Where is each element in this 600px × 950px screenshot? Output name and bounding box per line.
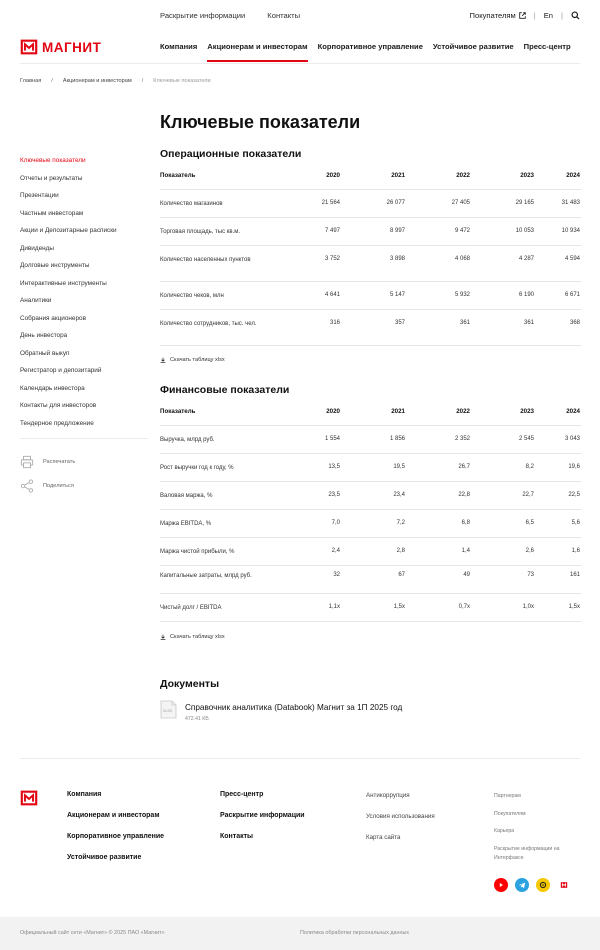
sidebar-item[interactable]: Ключевые показатели [20,157,86,164]
cell-value: 26,7 [458,464,470,470]
cell-value: 2 545 [518,436,534,442]
sidebar-divider [20,438,148,439]
cell-value: 4 594 [564,256,580,262]
file-type-label: XLSX [163,709,173,713]
breadcrumb-current: Ключевые показатели [153,78,211,84]
cell-value: 368 [569,320,580,326]
brand-name: МАГНИТ [42,39,102,55]
customers-link[interactable] [470,11,526,20]
row-label: Маржа чистой прибыли, % [160,549,235,555]
cell-value: 8 997 [389,228,405,234]
column-header: 2020 [326,172,340,179]
cell-value: 19,5 [393,464,405,470]
table-row [160,310,581,346]
footer-link-terms[interactable]: Условия использования [366,813,435,820]
footer-divider [20,758,580,759]
breadcrumb-home[interactable]: Главная [20,78,42,84]
sidebar-item[interactable]: Обратный выкуп [20,349,70,357]
table-row [160,282,581,310]
cell-value: 1,5x [393,604,405,610]
footer-column-legal [366,792,435,855]
footer-column-extra [494,792,574,871]
utility-link-contacts[interactable]: Контакты [267,11,301,20]
table-header-row [160,402,581,426]
utility-links [160,11,300,20]
cell-value: 7,2 [396,520,405,526]
footer-link-sitemap[interactable]: Карта сайта [366,834,401,841]
footer-column-main [67,791,164,875]
youtube-icon[interactable] [494,878,508,892]
main-nav [160,42,571,62]
table-header-row [160,166,581,190]
footer-column-secondary [220,791,305,854]
cell-value: 19,6 [568,464,580,470]
download-operational-xlsx[interactable] [160,357,225,363]
share-icon [20,479,34,493]
nav-governance[interactable]: Корпоративное управление [317,42,423,51]
cell-value: 7 497 [324,228,340,234]
breadcrumb-separator: / [51,78,53,84]
sidebar-item[interactable]: Собрания акционеров [20,314,86,322]
nav-investors[interactable]: Акционерам и инвесторам [207,42,307,62]
cell-value: 21 564 [321,200,340,206]
download-financial-xlsx[interactable] [160,634,225,640]
cell-value: 3 898 [389,256,405,262]
column-header: 2020 [326,408,340,415]
nav-company[interactable]: Компания [160,42,198,51]
row-label: Торговая площадь, тыс кв.м. [160,229,241,235]
footer-link-company[interactable]: Компания [67,791,102,798]
table-row [160,510,581,538]
utility-right [470,11,580,20]
cell-value: 5 932 [454,292,470,298]
cell-value: 6 671 [564,292,580,298]
row-label: Валовая маржа, % [160,493,213,499]
cell-value: 2,6 [525,548,534,554]
cell-value: 22,8 [458,492,470,498]
table-row [160,246,581,282]
column-header: 2021 [391,172,405,179]
printer-icon [20,455,34,469]
row-label: Количество чеков, млн [160,293,224,299]
row-label: Количество магазинов [160,201,223,207]
share-label: Поделиться [43,483,74,489]
sidebar-item[interactable]: Регистратор и депозитарий [20,367,102,374]
table-row [160,594,581,622]
download-label: Скачать таблицу xlsx [170,357,225,363]
cell-value: 10 053 [515,228,534,234]
sidebar-item[interactable]: Дивиденды [20,244,54,252]
documents-section-title: Документы [160,678,220,690]
cell-value: 1,4 [461,548,470,554]
column-header: 2022 [456,408,470,415]
download-icon [160,357,166,363]
document-size: 472.41 КБ [185,716,209,722]
cell-value: 49 [463,572,470,578]
print-label: Распечатать [43,459,76,465]
cell-value: 73 [527,572,534,578]
cell-value: 1,0x [522,604,534,610]
magnit-logo-icon [20,38,38,56]
page-title: Ключевые показатели [160,112,361,132]
column-header: Показатель [160,408,196,415]
footer-link-disclosure[interactable]: Раскрытие информации [220,812,305,819]
print-button[interactable] [20,450,148,474]
row-label: Маржа EBITDA, % [160,521,212,527]
footer-bottom-bar [0,917,600,950]
table-row [160,566,581,594]
column-header: Показатель [160,172,196,179]
magnit-app-icon[interactable] [557,878,571,892]
search-icon[interactable] [571,11,580,20]
document-item[interactable] [160,700,402,722]
table-row [160,538,581,566]
footer-link-customers[interactable]: Покупателям [494,810,526,817]
cell-value: 23,5 [328,492,340,498]
row-label: Чистый долг / EBITDA [160,605,222,611]
document-text [185,700,402,722]
cell-value: 0,7x [458,604,470,610]
cell-value: 29 165 [515,200,534,206]
operational-table [160,166,581,346]
cell-value: 2,8 [396,548,405,554]
social-links [494,878,571,892]
sidebar [20,156,148,498]
column-header: 2024 [566,408,580,415]
column-header: 2021 [391,408,405,415]
xlsx-file-icon [160,700,177,719]
download-icon [160,634,166,640]
footer-link-anticorruption[interactable]: Антикоррупция [366,792,410,799]
copyright: Официальный сайт сети «Магнит» © 2025 ПАО «Магнит» [20,930,165,936]
cell-value: 2 352 [454,436,470,442]
share-button[interactable] [20,474,148,498]
table-row [160,454,581,482]
cell-value: 1,6 [571,548,580,554]
privacy-policy-link[interactable]: Политика обработки персональных данных [300,930,410,936]
cell-value: 3 043 [564,436,580,442]
cell-value: 4 068 [454,256,470,262]
footer-link-partners[interactable]: Партнерам [494,793,521,799]
customers-label: Покупателям [469,11,516,20]
table-row [160,426,581,454]
footer-link-investors[interactable]: Акционерам и инвесторам [67,812,160,819]
sidebar-item[interactable]: Тендерное предложение [20,419,94,427]
row-label: Рост выручки год к году, % [160,465,234,471]
row-label: Выручка, млрд руб. [160,437,215,443]
external-link-icon [519,12,526,19]
cell-value: 31 483 [561,200,580,206]
sidebar-item[interactable]: Календарь инвестора [20,384,85,392]
footer-link-press[interactable]: Пресс-центр [220,791,264,798]
separator: | [533,11,536,20]
cell-value: 1,1x [328,604,340,610]
cell-value: 1,5x [568,604,580,610]
sidebar-item[interactable]: Интерактивные инструменты [20,279,107,287]
cell-value: 5,6 [571,520,580,526]
cell-value: 6,5 [525,520,534,526]
sidebar-item[interactable]: День инвестора [20,332,68,339]
row-label: Капитальные затраты, млрд руб. [160,573,252,579]
footer-link-interfax[interactable]: Раскрытие информации на Интерфаксе [494,845,560,861]
row-label: Количество сотрудников, тыс. чел. [160,321,257,327]
cell-value: 357 [394,320,405,326]
row-label: Количество населенных пунктов [160,257,251,263]
cell-value: 22,5 [568,492,580,498]
telegram-icon[interactable] [515,878,529,892]
cell-value: 2,4 [331,548,340,554]
download-label: Скачать таблицу xlsx [170,634,225,640]
table-row [160,218,581,246]
breadcrumb-separator: / [141,78,144,84]
cell-value: 32 [333,572,340,578]
sidebar-item[interactable]: Аналитики [20,297,52,304]
cell-value: 7,0 [331,520,340,526]
footer-link-sustainability[interactable]: Устойчивое развитие [67,854,142,861]
table-row [160,190,581,218]
dzen-icon[interactable] [536,878,550,892]
sidebar-item[interactable]: Отчеты и результаты [20,174,83,182]
cell-value: 26 077 [386,200,405,206]
cell-value: 6 190 [518,292,534,298]
table-row [160,482,581,510]
sidebar-item[interactable]: Акции и Депозитарные расписки [20,227,117,234]
column-header: 2022 [456,172,470,179]
cell-value: 67 [398,572,405,578]
breadcrumb-investors[interactable]: Акционерам и инвесторам [62,78,132,84]
main-header [0,32,600,63]
separator: | [561,11,563,20]
cell-value: 8,2 [525,464,534,470]
brand-logo[interactable] [20,38,101,56]
top-utility-bar [0,0,600,32]
footer-link-governance[interactable]: Корпоративное управление [67,833,165,840]
cell-value: 1 554 [324,436,340,442]
nav-sustainability[interactable]: Устойчивое развитие [432,42,514,51]
cell-value: 1 856 [389,436,405,442]
cell-value: 10 934 [561,228,580,234]
language-switch[interactable]: En [543,11,554,20]
cell-value: 4 641 [324,292,340,298]
sidebar-item[interactable]: Долговые инструменты [20,262,90,269]
header-divider [20,63,580,64]
sidebar-item[interactable]: Презентации [20,192,59,199]
cell-value: 22,7 [522,492,534,498]
sidebar-item[interactable]: Контакты для инвесторов [20,402,97,409]
cell-value: 161 [569,572,580,578]
footer-link-contacts[interactable]: Контакты [220,833,254,840]
cell-value: 27 405 [451,200,470,206]
footer-link-careers[interactable]: Карьера [494,828,515,834]
cell-value: 5 147 [389,292,405,298]
utility-link-disclosure[interactable]: Раскрытие информации [160,11,246,20]
operational-section-title: Операционные показатели [160,148,302,160]
column-header: 2023 [520,408,534,415]
nav-press[interactable]: Пресс-центр [523,42,571,51]
cell-value: 23,4 [393,492,405,498]
cell-value: 9 472 [454,228,470,234]
column-header: 2024 [566,172,580,179]
cell-value: 13,5 [328,464,340,470]
cell-value: 361 [523,320,534,326]
cell-value: 316 [329,320,340,326]
cell-value: 6,8 [461,520,470,526]
column-header: 2023 [520,172,534,179]
cell-value: 3 752 [324,256,340,262]
footer-logo-icon[interactable] [20,789,38,807]
sidebar-item[interactable]: Частным инвесторам [20,209,84,217]
cell-value: 4 287 [518,256,534,262]
cell-value: 361 [459,320,470,326]
financial-section-title: Финансовые показатели [160,384,290,396]
document-title[interactable]: Справочник аналитика (Databook) Магнит за 1П 2025 год [185,703,403,712]
financial-table [160,402,581,622]
breadcrumb [20,78,211,84]
